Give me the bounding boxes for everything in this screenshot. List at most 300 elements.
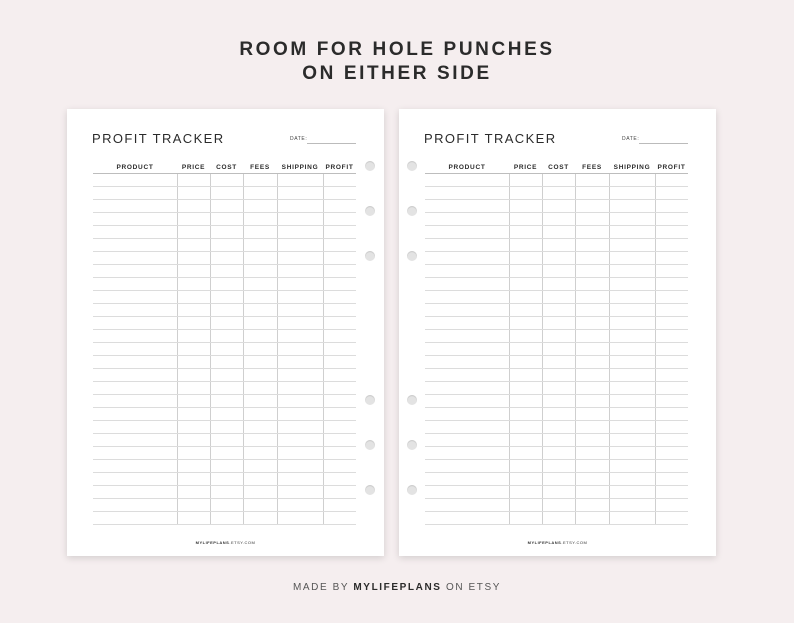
table-cell xyxy=(509,213,542,226)
table-cell xyxy=(425,460,509,473)
table-cell xyxy=(509,408,542,421)
table-cell xyxy=(93,317,177,330)
table-cell xyxy=(277,213,323,226)
table-cell xyxy=(93,304,177,317)
table-row xyxy=(425,434,688,447)
table-cell xyxy=(210,343,243,356)
table-cell xyxy=(243,408,277,421)
table-cell xyxy=(323,395,356,408)
table-cell xyxy=(277,408,323,421)
page-footer-brand: MYLIFEPLANS xyxy=(195,540,230,545)
table-cell xyxy=(177,460,210,473)
table-row xyxy=(93,252,356,265)
table-cell xyxy=(210,512,243,525)
tracker-table xyxy=(93,161,356,525)
table-cell xyxy=(210,395,243,408)
table-cell xyxy=(323,200,356,213)
table-cell xyxy=(609,174,655,187)
table-cell xyxy=(323,278,356,291)
table-cell xyxy=(609,187,655,200)
table-cell xyxy=(93,291,177,304)
table-cell xyxy=(323,512,356,525)
table-cell xyxy=(177,499,210,512)
table-cell xyxy=(609,369,655,382)
table-cell xyxy=(323,330,356,343)
table-cell xyxy=(177,174,210,187)
table-cell xyxy=(277,486,323,499)
table-cell xyxy=(609,447,655,460)
table-cell xyxy=(243,291,277,304)
table-cell xyxy=(243,356,277,369)
hole-punch xyxy=(407,485,417,495)
table-cell xyxy=(210,330,243,343)
table-cell xyxy=(509,187,542,200)
planner-page-left xyxy=(67,109,384,556)
table-row xyxy=(425,291,688,304)
table-cell xyxy=(575,343,609,356)
table-cell xyxy=(323,369,356,382)
table-cell xyxy=(655,187,688,200)
table-cell xyxy=(509,356,542,369)
table-cell xyxy=(542,317,575,330)
hole-punch xyxy=(365,395,375,405)
table-header-row xyxy=(425,161,688,174)
column-header-product: PRODUCT xyxy=(93,161,177,174)
table-cell xyxy=(655,265,688,278)
table-row xyxy=(425,447,688,460)
table-cell xyxy=(609,239,655,252)
table-cell xyxy=(655,499,688,512)
table-cell xyxy=(323,473,356,486)
table-cell xyxy=(210,369,243,382)
table-cell xyxy=(243,382,277,395)
table-row xyxy=(425,330,688,343)
table-cell xyxy=(210,304,243,317)
table-cell xyxy=(509,512,542,525)
table-cell xyxy=(177,317,210,330)
table-cell xyxy=(655,408,688,421)
column-header-shipping: SHIPPING xyxy=(609,161,655,174)
table-cell xyxy=(425,382,509,395)
table-cell xyxy=(655,473,688,486)
table-cell xyxy=(609,278,655,291)
table-cell xyxy=(542,265,575,278)
table-cell xyxy=(277,304,323,317)
table-cell xyxy=(509,200,542,213)
table-cell xyxy=(177,291,210,304)
table-cell xyxy=(177,512,210,525)
table-cell xyxy=(323,408,356,421)
table-cell xyxy=(323,434,356,447)
table-cell xyxy=(542,356,575,369)
table-cell xyxy=(243,395,277,408)
table-cell xyxy=(277,499,323,512)
table-cell xyxy=(210,473,243,486)
table-cell xyxy=(243,317,277,330)
table-row xyxy=(93,213,356,226)
table-cell xyxy=(542,499,575,512)
table-cell xyxy=(425,486,509,499)
table-cell xyxy=(277,174,323,187)
table-cell xyxy=(210,317,243,330)
table-cell xyxy=(210,434,243,447)
table-cell xyxy=(277,447,323,460)
table-cell xyxy=(243,343,277,356)
table-cell xyxy=(655,174,688,187)
table-cell xyxy=(542,278,575,291)
table-cell xyxy=(542,187,575,200)
table-cell xyxy=(655,213,688,226)
table-row xyxy=(425,213,688,226)
table-cell xyxy=(425,434,509,447)
table-cell xyxy=(509,499,542,512)
table-row xyxy=(425,382,688,395)
page-title: PROFIT TRACKER xyxy=(92,131,225,146)
table-cell xyxy=(210,421,243,434)
table-cell xyxy=(575,408,609,421)
table-cell xyxy=(277,473,323,486)
table-cell xyxy=(542,421,575,434)
table-cell xyxy=(655,330,688,343)
table-cell xyxy=(177,265,210,278)
table-cell xyxy=(277,421,323,434)
table-cell xyxy=(93,265,177,278)
table-cell xyxy=(323,252,356,265)
table-cell xyxy=(425,265,509,278)
table-cell xyxy=(425,421,509,434)
table-cell xyxy=(609,226,655,239)
table-cell xyxy=(509,330,542,343)
table-cell xyxy=(177,187,210,200)
table-row xyxy=(93,460,356,473)
table-cell xyxy=(277,239,323,252)
table-cell xyxy=(177,395,210,408)
table-row xyxy=(93,421,356,434)
table-cell xyxy=(542,239,575,252)
table-cell xyxy=(425,304,509,317)
table-cell xyxy=(323,382,356,395)
table-cell xyxy=(542,408,575,421)
table-row xyxy=(93,291,356,304)
table-cell xyxy=(177,408,210,421)
table-cell xyxy=(323,213,356,226)
table-cell xyxy=(93,213,177,226)
hole-punch xyxy=(365,440,375,450)
table-cell xyxy=(210,187,243,200)
table-row xyxy=(93,473,356,486)
table-cell xyxy=(609,460,655,473)
table-cell xyxy=(509,252,542,265)
table-cell xyxy=(210,239,243,252)
table-row xyxy=(93,486,356,499)
table-cell xyxy=(425,278,509,291)
table-cell xyxy=(323,447,356,460)
table-cell xyxy=(575,434,609,447)
table-cell xyxy=(93,174,177,187)
table-row xyxy=(93,174,356,187)
table-cell xyxy=(425,200,509,213)
table-cell xyxy=(509,343,542,356)
table-cell xyxy=(609,330,655,343)
table-cell xyxy=(177,330,210,343)
table-cell xyxy=(609,382,655,395)
table-cell xyxy=(655,382,688,395)
table-cell xyxy=(243,174,277,187)
table-cell xyxy=(575,252,609,265)
table-cell xyxy=(575,369,609,382)
table-cell xyxy=(93,278,177,291)
table-cell xyxy=(655,317,688,330)
table-cell xyxy=(655,226,688,239)
table-cell xyxy=(655,512,688,525)
table-cell xyxy=(609,304,655,317)
table-cell xyxy=(655,200,688,213)
table-cell xyxy=(655,395,688,408)
table-cell xyxy=(425,252,509,265)
table-cell xyxy=(509,473,542,486)
table-cell xyxy=(277,395,323,408)
table-cell xyxy=(243,447,277,460)
table-cell xyxy=(93,356,177,369)
table-row xyxy=(93,226,356,239)
table-cell xyxy=(655,369,688,382)
table-cell xyxy=(425,356,509,369)
table-cell xyxy=(323,187,356,200)
table-cell xyxy=(210,486,243,499)
table-cell xyxy=(277,434,323,447)
table-cell xyxy=(323,174,356,187)
table-cell xyxy=(509,317,542,330)
table-row xyxy=(93,395,356,408)
table-cell xyxy=(93,330,177,343)
table-cell xyxy=(425,239,509,252)
table-row xyxy=(93,382,356,395)
table-cell xyxy=(575,330,609,343)
table-cell xyxy=(575,512,609,525)
table-cell xyxy=(243,187,277,200)
table-row xyxy=(93,187,356,200)
table-row xyxy=(425,187,688,200)
table-cell xyxy=(542,291,575,304)
table-cell xyxy=(655,291,688,304)
table-row xyxy=(425,343,688,356)
table-cell xyxy=(177,356,210,369)
hole-punch xyxy=(407,206,417,216)
table-cell xyxy=(575,187,609,200)
table-cell xyxy=(425,291,509,304)
table-cell xyxy=(575,213,609,226)
table-cell xyxy=(575,174,609,187)
table-cell xyxy=(243,265,277,278)
table-row xyxy=(425,369,688,382)
table-cell xyxy=(609,200,655,213)
table-header-row xyxy=(93,161,356,174)
page-footer-domain: .ETSY.COM xyxy=(561,540,588,545)
footer-suffix: ON ETSY xyxy=(445,582,502,593)
headline-line-1: ROOM FOR HOLE PUNCHES xyxy=(239,39,555,60)
table-cell xyxy=(509,395,542,408)
table-cell xyxy=(509,486,542,499)
page-footer xyxy=(67,540,384,545)
table-cell xyxy=(542,213,575,226)
table-cell xyxy=(243,213,277,226)
table-cell xyxy=(210,200,243,213)
table-cell xyxy=(609,434,655,447)
column-header-profit: PROFIT xyxy=(323,161,356,174)
table-cell xyxy=(575,317,609,330)
table-cell xyxy=(575,473,609,486)
table-cell xyxy=(277,343,323,356)
table-cell xyxy=(277,252,323,265)
table-cell xyxy=(177,304,210,317)
table-cell xyxy=(655,460,688,473)
table-cell xyxy=(425,395,509,408)
table-cell xyxy=(323,317,356,330)
table-row xyxy=(425,512,688,525)
table-cell xyxy=(177,447,210,460)
hole-punch xyxy=(365,485,375,495)
table-row xyxy=(93,356,356,369)
table-cell xyxy=(277,226,323,239)
date-line xyxy=(307,143,356,144)
column-header-shipping: SHIPPING xyxy=(277,161,323,174)
column-header-product: PRODUCT xyxy=(425,161,509,174)
table-row xyxy=(93,512,356,525)
table-row xyxy=(425,174,688,187)
table-cell xyxy=(609,291,655,304)
footer-credit xyxy=(0,582,794,593)
table-cell xyxy=(210,382,243,395)
column-header-cost: COST xyxy=(542,161,575,174)
table-cell xyxy=(93,447,177,460)
table-cell xyxy=(323,343,356,356)
table-cell xyxy=(425,343,509,356)
table-cell xyxy=(609,395,655,408)
table-cell xyxy=(277,460,323,473)
date-label: DATE: xyxy=(290,136,308,142)
table-cell xyxy=(542,460,575,473)
table-cell xyxy=(323,291,356,304)
table-cell xyxy=(177,278,210,291)
table-cell xyxy=(323,499,356,512)
table-cell xyxy=(277,317,323,330)
table-cell xyxy=(177,369,210,382)
table-cell xyxy=(609,356,655,369)
table-row xyxy=(425,421,688,434)
table-cell xyxy=(509,460,542,473)
table-cell xyxy=(509,265,542,278)
table-cell xyxy=(575,278,609,291)
table-cell xyxy=(93,395,177,408)
table-row xyxy=(93,239,356,252)
table-cell xyxy=(177,473,210,486)
table-cell xyxy=(509,174,542,187)
footer-prefix: MADE BY xyxy=(292,582,349,593)
page-footer-brand: MYLIFEPLANS xyxy=(527,540,562,545)
table-cell xyxy=(575,460,609,473)
table-cell xyxy=(243,278,277,291)
table-cell xyxy=(177,252,210,265)
page-footer xyxy=(399,540,716,545)
page-footer-domain: .ETSY.COM xyxy=(229,540,256,545)
table-cell xyxy=(542,200,575,213)
table-cell xyxy=(509,291,542,304)
table-cell xyxy=(93,460,177,473)
table-cell xyxy=(425,512,509,525)
table-cell xyxy=(177,434,210,447)
table-row xyxy=(93,447,356,460)
table-cell xyxy=(93,200,177,213)
table-cell xyxy=(177,343,210,356)
table-cell xyxy=(509,421,542,434)
table-cell xyxy=(177,382,210,395)
table-cell xyxy=(243,226,277,239)
hole-punch xyxy=(365,251,375,261)
table-cell xyxy=(655,239,688,252)
table-cell xyxy=(277,291,323,304)
table-cell xyxy=(425,174,509,187)
table-cell xyxy=(243,460,277,473)
table-cell xyxy=(509,369,542,382)
table-cell xyxy=(575,486,609,499)
tracker-table xyxy=(425,161,688,525)
column-header-cost: COST xyxy=(210,161,243,174)
table-cell xyxy=(243,512,277,525)
table-cell xyxy=(277,512,323,525)
table-cell xyxy=(210,447,243,460)
table-row xyxy=(425,460,688,473)
table-cell xyxy=(609,486,655,499)
table-cell xyxy=(93,226,177,239)
table-cell xyxy=(609,343,655,356)
table-cell xyxy=(93,473,177,486)
table-cell xyxy=(609,499,655,512)
table-cell xyxy=(243,473,277,486)
table-row xyxy=(425,278,688,291)
table-cell xyxy=(655,304,688,317)
page-title: PROFIT TRACKER xyxy=(424,131,557,146)
table-cell xyxy=(425,499,509,512)
table-cell xyxy=(277,382,323,395)
table-row xyxy=(425,395,688,408)
table-cell xyxy=(93,421,177,434)
table-cell xyxy=(655,278,688,291)
table-cell xyxy=(93,252,177,265)
table-cell xyxy=(323,460,356,473)
table-cell xyxy=(542,512,575,525)
table-cell xyxy=(243,369,277,382)
column-header-fees: FEES xyxy=(575,161,609,174)
table-cell xyxy=(425,330,509,343)
table-cell xyxy=(210,278,243,291)
table-cell xyxy=(177,239,210,252)
table-cell xyxy=(609,408,655,421)
table-cell xyxy=(542,330,575,343)
table-cell xyxy=(542,447,575,460)
footer-brand: MYLIFEPLANS xyxy=(353,582,442,593)
table-cell xyxy=(542,473,575,486)
table-cell xyxy=(542,174,575,187)
table-row xyxy=(93,278,356,291)
table-row xyxy=(425,239,688,252)
table-cell xyxy=(210,291,243,304)
date-line xyxy=(639,143,688,144)
table-cell xyxy=(575,265,609,278)
hole-punch xyxy=(407,161,417,171)
table-cell xyxy=(277,278,323,291)
table-cell xyxy=(93,408,177,421)
planner-page-right xyxy=(399,109,716,556)
